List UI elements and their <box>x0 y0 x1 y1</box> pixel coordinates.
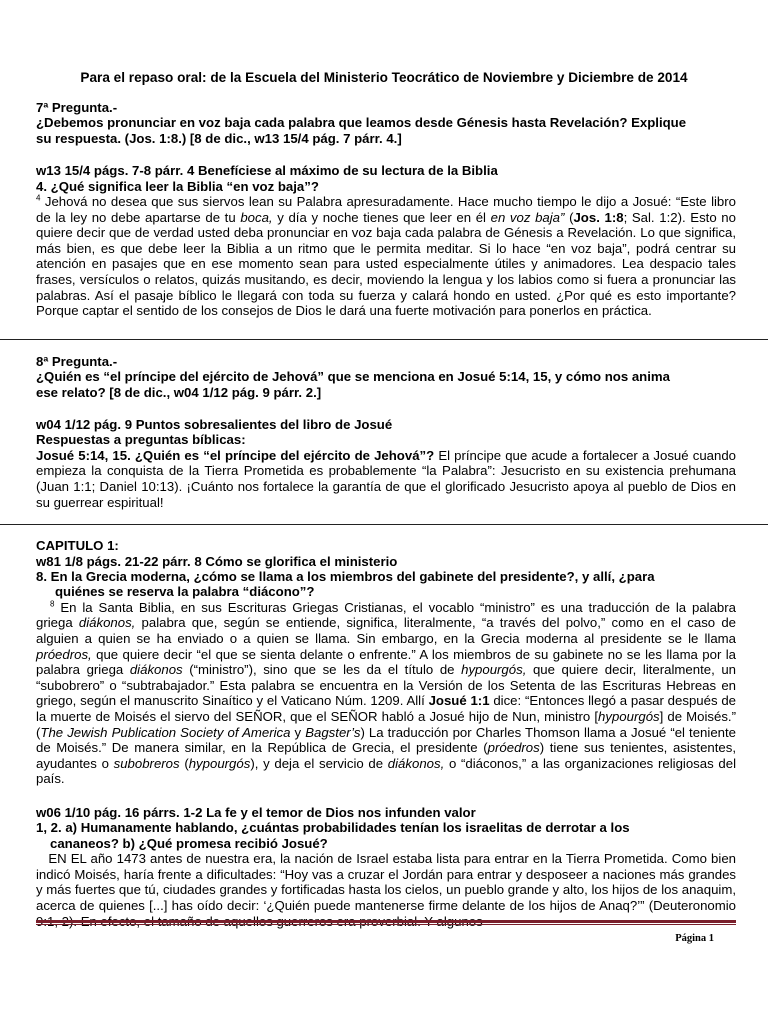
w06-question-line-1: 1, 2. a) Humanamente hablando, ¿cuántas probabilidades tenían los israelitas de derrotar a los <box>36 820 630 836</box>
w06-section <box>36 804 740 929</box>
chapter-1-question-line-1: 8. En la Grecia moderna, ¿cómo se llama a los miembros del gabinete del presidente?, y allí, ¿para <box>36 569 655 584</box>
page-title: Para el repaso oral: de la Escuela del Ministerio Teocrático de Noviembre y Diciembre de 2014 <box>80 70 688 85</box>
page-number: Página 1 <box>675 933 714 944</box>
question-8-label: 8ª Pregunta.- <box>36 353 118 369</box>
question-7-section <box>36 100 736 319</box>
question-8-answer-paragraph: Josué 5:14, 15. ¿Quién es “el príncipe del ejército de Jehová”? El príncipe que acude a fortalecer a Josué cuando empieza la conquista de la Tierra Prometida es probablemente “la Palabra”: Jesucristo en su existencia prehumana (Juan 1:1; Daniel 10:13). ¡Cuánto nos fortalece la garantía de que el glorificado Jesucristo apoya al pueblo de Dios en su guerrear espiritual! <box>36 447 736 510</box>
chapter-1-answer-paragraph: $^8$ En la Santa Biblia, en sus Escrituras Griegas Cristianas, el vocablo “ministro” es una traducción de la palabra griega diákonos, palabra que, según se entiende, significa, literalmente, “a través del polvo,” como en el caso de alguien a quien se ha enviado o a quien se llama. Sin embargo, en la Grecia moderna al presidente se le llama próedros, que quiere decir “el que se sienta delante o enfrente.” A los miembros de su gabinete no se les llama por la palabra griega diákonos (“ministro”), sino que se les da el título de hypourgós, que quiere decir, literalmente, un “subobrero” o “subtrabajador.” Esta palabra se encuentra en la Versión de los Setenta de las Escrituras Hebreas en griego, según el manuscrito Sinaítico y el Vaticano Núm. 1209. Allí Josué 1:1 dice: “Entonces llegó a pasar después de la muerte de Moisés el siervo del SEÑOR, que el SEÑOR habló a Josué hijo de Nun, ministro [hypourgós] de Moisés.” (The Jewish Publication Society of America y Bagster’s) La traducción por Charles Thomson llama a Josué “el teniente de Moisés.” De manera similar, en la República de Grecia, el presidente (próedros) tiene sus tenientes, asistentes, ayudantes o subobreros (hypourgós), y deja el servicio de diákonos, o “diáconos,” a las organizaciones religiosas del país. <box>36 599 736 787</box>
question-7-text-line-1: ¿Debemos pronunciar en voz baja cada palabra que leamos desde Génesis hasta Revelación? Explique <box>36 115 687 131</box>
question-8-subhead: Respuestas a preguntas bíblicas: <box>36 432 246 448</box>
question-7-label: 7ª Pregunta.- <box>36 100 118 115</box>
question-8-section <box>36 354 736 510</box>
question-7-source: w13 15/4 págs. 7-8 párr. 4 Benefíciese al máximo de su lectura de la Biblia <box>36 163 498 179</box>
document-body <box>36 100 740 929</box>
question-7-answer-paragraph: $^4$ Jehová no desea que sus siervos lean su Palabra apresuradamente. Hace mucho tiempo le dijo a Josué: “Este libro de la ley no debe apartarse de tu boca, y día y noche tienes que leer en él en voz baja” (Jos. 1:8; Sal. 1:2). Esto no quiere decir que de verdad usted deba pronunciar en voz baja cada palabra de Génesis a Revelación. Lo que significa, más bien, es que debe leer la Biblia a un ritmo que le permita meditar. Si lo hace “en voz baja”, podrá centrar su atención en pasajes que en ese momento sean para usted especialmente útiles y animadores. Lea despacio tales frases, versículos o relatos, quizás musitando, es decir, moviendo la lengua y los labios como si fuera a pronunciar las palabras. Así el pasaje bíblico le llegará con toda su fuerza y calará hondo en usted. ¿Por qué es esto importante? Porque captar el sentido de los consejos de Dios le dará una fuerte motivación para ponerlos en práctica. <box>36 193 736 319</box>
chapter-1-question-line-2: quiénes se reserva la palabra “diácono”? <box>55 584 315 600</box>
chapter-1-source: w81 1/8 págs. 21-22 párr. 8 Cómo se glorifica el ministerio <box>36 553 398 569</box>
question-8-text-line-2: ese relato? [8 de dic., w04 1/12 pág. 9 párr. 2.] <box>36 384 322 400</box>
chapter-1-section <box>36 538 736 787</box>
w06-question-line-2: cananeos? b) ¿Qué promesa recibió Josué? <box>50 835 328 851</box>
section-divider <box>0 339 768 340</box>
w06-source: w06 1/10 pág. 16 párrs. 1-2 La fe y el temor de Dios nos infunden valor <box>36 804 476 820</box>
question-7-text-line-2: su respuesta. (Jos. 1:8.) [8 de dic., w13 15/4 pág. 7 párr. 4.] <box>36 130 402 146</box>
question-8-text-line-1: ¿Quién es “el príncipe del ejército de Jehová” que se menciona en Josué 5:14, 15, y cómo nos anima <box>36 369 670 385</box>
paragraph-number: 8 <box>50 599 55 609</box>
question-8-source: w04 1/12 pág. 9 Puntos sobresalientes del libro de Josué <box>36 417 393 432</box>
question-7-subquestion: 4. ¿Qué significa leer la Biblia “en voz baja”? <box>36 178 319 194</box>
chapter-1-label: CAPITULO 1: <box>36 538 119 554</box>
w06-answer-paragraph: EN EL año 1473 antes de nuestra era, la nación de Israel estaba lista para entrar en la Tierra Prometida. Como bien indicó Moisés, haría frente a dificultades: “Hoy vas a cruzar el Jordán para entrar y desposeer a naciones más grandes y más fuertes que tú, ciudades grandes y fortificadas hasta los cielos, un pueblo grande y alto, los hijos de los anaquim, acerca de quienes [...] has oído decir: ‘¿Quién puede mantenerse firme delante de los hijos de Anaq?’” (Deuteronomio 9:1, 2). En efecto, el tamaño de aquellos guerreros era proverbial. Y algunos <box>36 851 740 929</box>
paragraph-number: 4 <box>36 193 41 203</box>
section-divider <box>0 524 768 525</box>
footer-rule <box>36 920 736 925</box>
